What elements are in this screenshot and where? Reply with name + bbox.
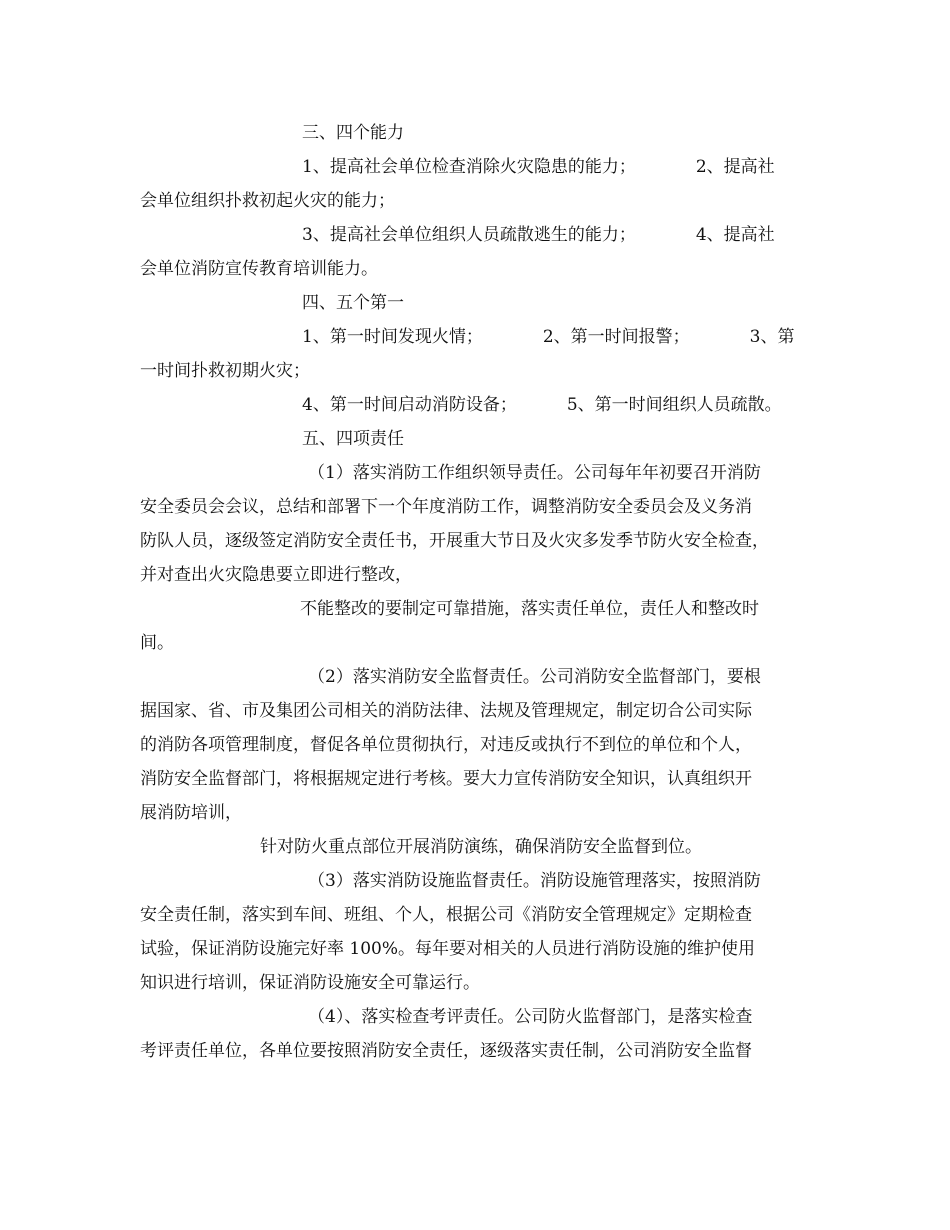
text-line: 2、提高社 xyxy=(695,157,775,177)
paragraph-line xyxy=(140,728,812,762)
text-line: 针对防火重点部位开展消防演练，确保消防安全监督到位。 xyxy=(260,837,702,857)
paragraph-line xyxy=(140,456,812,490)
paragraph-line xyxy=(140,694,812,728)
text-line: 安全委员会会议，总结和部署下一个年度消防工作，调整消防安全委员会及义务消 xyxy=(140,497,752,517)
text-line: 并对查出火灾隐患要立即进行整改， xyxy=(140,565,412,585)
text-line: 会单位组织扑救初起火灾的能力； xyxy=(140,191,395,211)
paragraph-line xyxy=(140,626,812,660)
paragraph-line xyxy=(140,218,812,252)
paragraph-line xyxy=(140,252,812,286)
text-line: （1）落实消防工作组织领导责任。公司每年年初要召开消防 xyxy=(308,463,761,483)
text-line: 据国家、省、市及集团公司相关的消防法律、法规及管理规定，制定切合公司实际 xyxy=(140,701,752,721)
text-line: 知识进行培训，保证消防设施安全可靠运行。 xyxy=(140,973,480,993)
paragraph-line xyxy=(140,524,812,558)
text-line: 试验，保证消防设施完好率 100%。每年要对相关的人员进行消防设施的维护使用 xyxy=(140,939,756,959)
paragraph-line xyxy=(140,320,812,354)
paragraph-line xyxy=(140,966,812,1000)
paragraph-line xyxy=(140,660,812,694)
paragraph-line xyxy=(140,932,812,966)
paragraph-line xyxy=(140,490,812,524)
paragraph-line xyxy=(140,830,812,864)
paragraph-line xyxy=(140,150,812,184)
text-line: 间。 xyxy=(140,633,174,653)
text-line: 2、第一时间报警； xyxy=(542,327,690,347)
text-line: 4、提高社 xyxy=(695,225,775,245)
section-heading-five-firsts xyxy=(140,286,812,320)
text-line: 一时间扑救初期火灾； xyxy=(140,361,310,381)
text-line: 不能整改的要制定可靠措施，落实责任单位，责任人和整改时 xyxy=(300,599,759,619)
text-line: 5、第一时间组织人员疏散。 xyxy=(566,395,782,415)
text-line: 会单位消防宣传教育培训能力。 xyxy=(140,259,378,279)
text-line: 3、第 xyxy=(749,327,795,347)
paragraph-line xyxy=(140,558,812,592)
paragraph-line xyxy=(140,1000,812,1034)
text-line: 的消防各项管理制度，督促各单位贯彻执行，对违反或执行不到位的单位和个人， xyxy=(140,735,752,755)
paragraph-line xyxy=(140,796,812,830)
text-line: （2）落实消防安全监督责任。公司消防安全监督部门，要根 xyxy=(308,667,761,687)
paragraph-line xyxy=(140,184,812,218)
text-line: （3）落实消防设施监督责任。消防设施管理落实，按照消防 xyxy=(308,871,761,891)
paragraph-line xyxy=(140,1034,812,1068)
text-line: 3、提高社会单位组织人员疏散逃生的能力； xyxy=(302,225,636,245)
text-line: 三、四个能力 xyxy=(302,123,404,143)
document-body xyxy=(140,116,812,1068)
text-line: 1、第一时间发现火情； xyxy=(302,327,483,347)
text-line: 消防安全监督部门，将根据规定进行考核。要大力宣传消防安全知识，认真组织开 xyxy=(140,769,752,789)
text-line: 考评责任单位，各单位要按照消防安全责任，逐级落实责任制，公司消防安全监督 xyxy=(140,1041,752,1061)
section-heading-four-responsibilities xyxy=(140,422,812,456)
text-line: （4）、落实检查考评责任。公司防火监督部门，是落实检查 xyxy=(308,1007,753,1027)
paragraph-line xyxy=(140,762,812,796)
text-line: 安全责任制，落实到车间、班组、个人，根据公司《消防安全管理规定》定期检查 xyxy=(140,905,752,925)
paragraph-line xyxy=(140,898,812,932)
text-line: 展消防培训， xyxy=(140,803,242,823)
paragraph-line xyxy=(140,864,812,898)
paragraph-line xyxy=(140,388,812,422)
paragraph-line xyxy=(140,354,812,388)
text-line: 4、第一时间启动消防设备； xyxy=(302,395,517,415)
section-heading-four-abilities xyxy=(140,116,812,150)
text-line: 1、提高社会单位检查消除火灾隐患的能力； xyxy=(302,157,636,177)
text-line: 四、五个第一 xyxy=(302,293,404,313)
text-line: 五、四项责任 xyxy=(302,429,404,449)
text-line: 防队人员，逐级签定消防安全责任书，开展重大节日及火灾多发季节防火安全检查， xyxy=(140,531,769,551)
paragraph-line xyxy=(140,592,812,626)
